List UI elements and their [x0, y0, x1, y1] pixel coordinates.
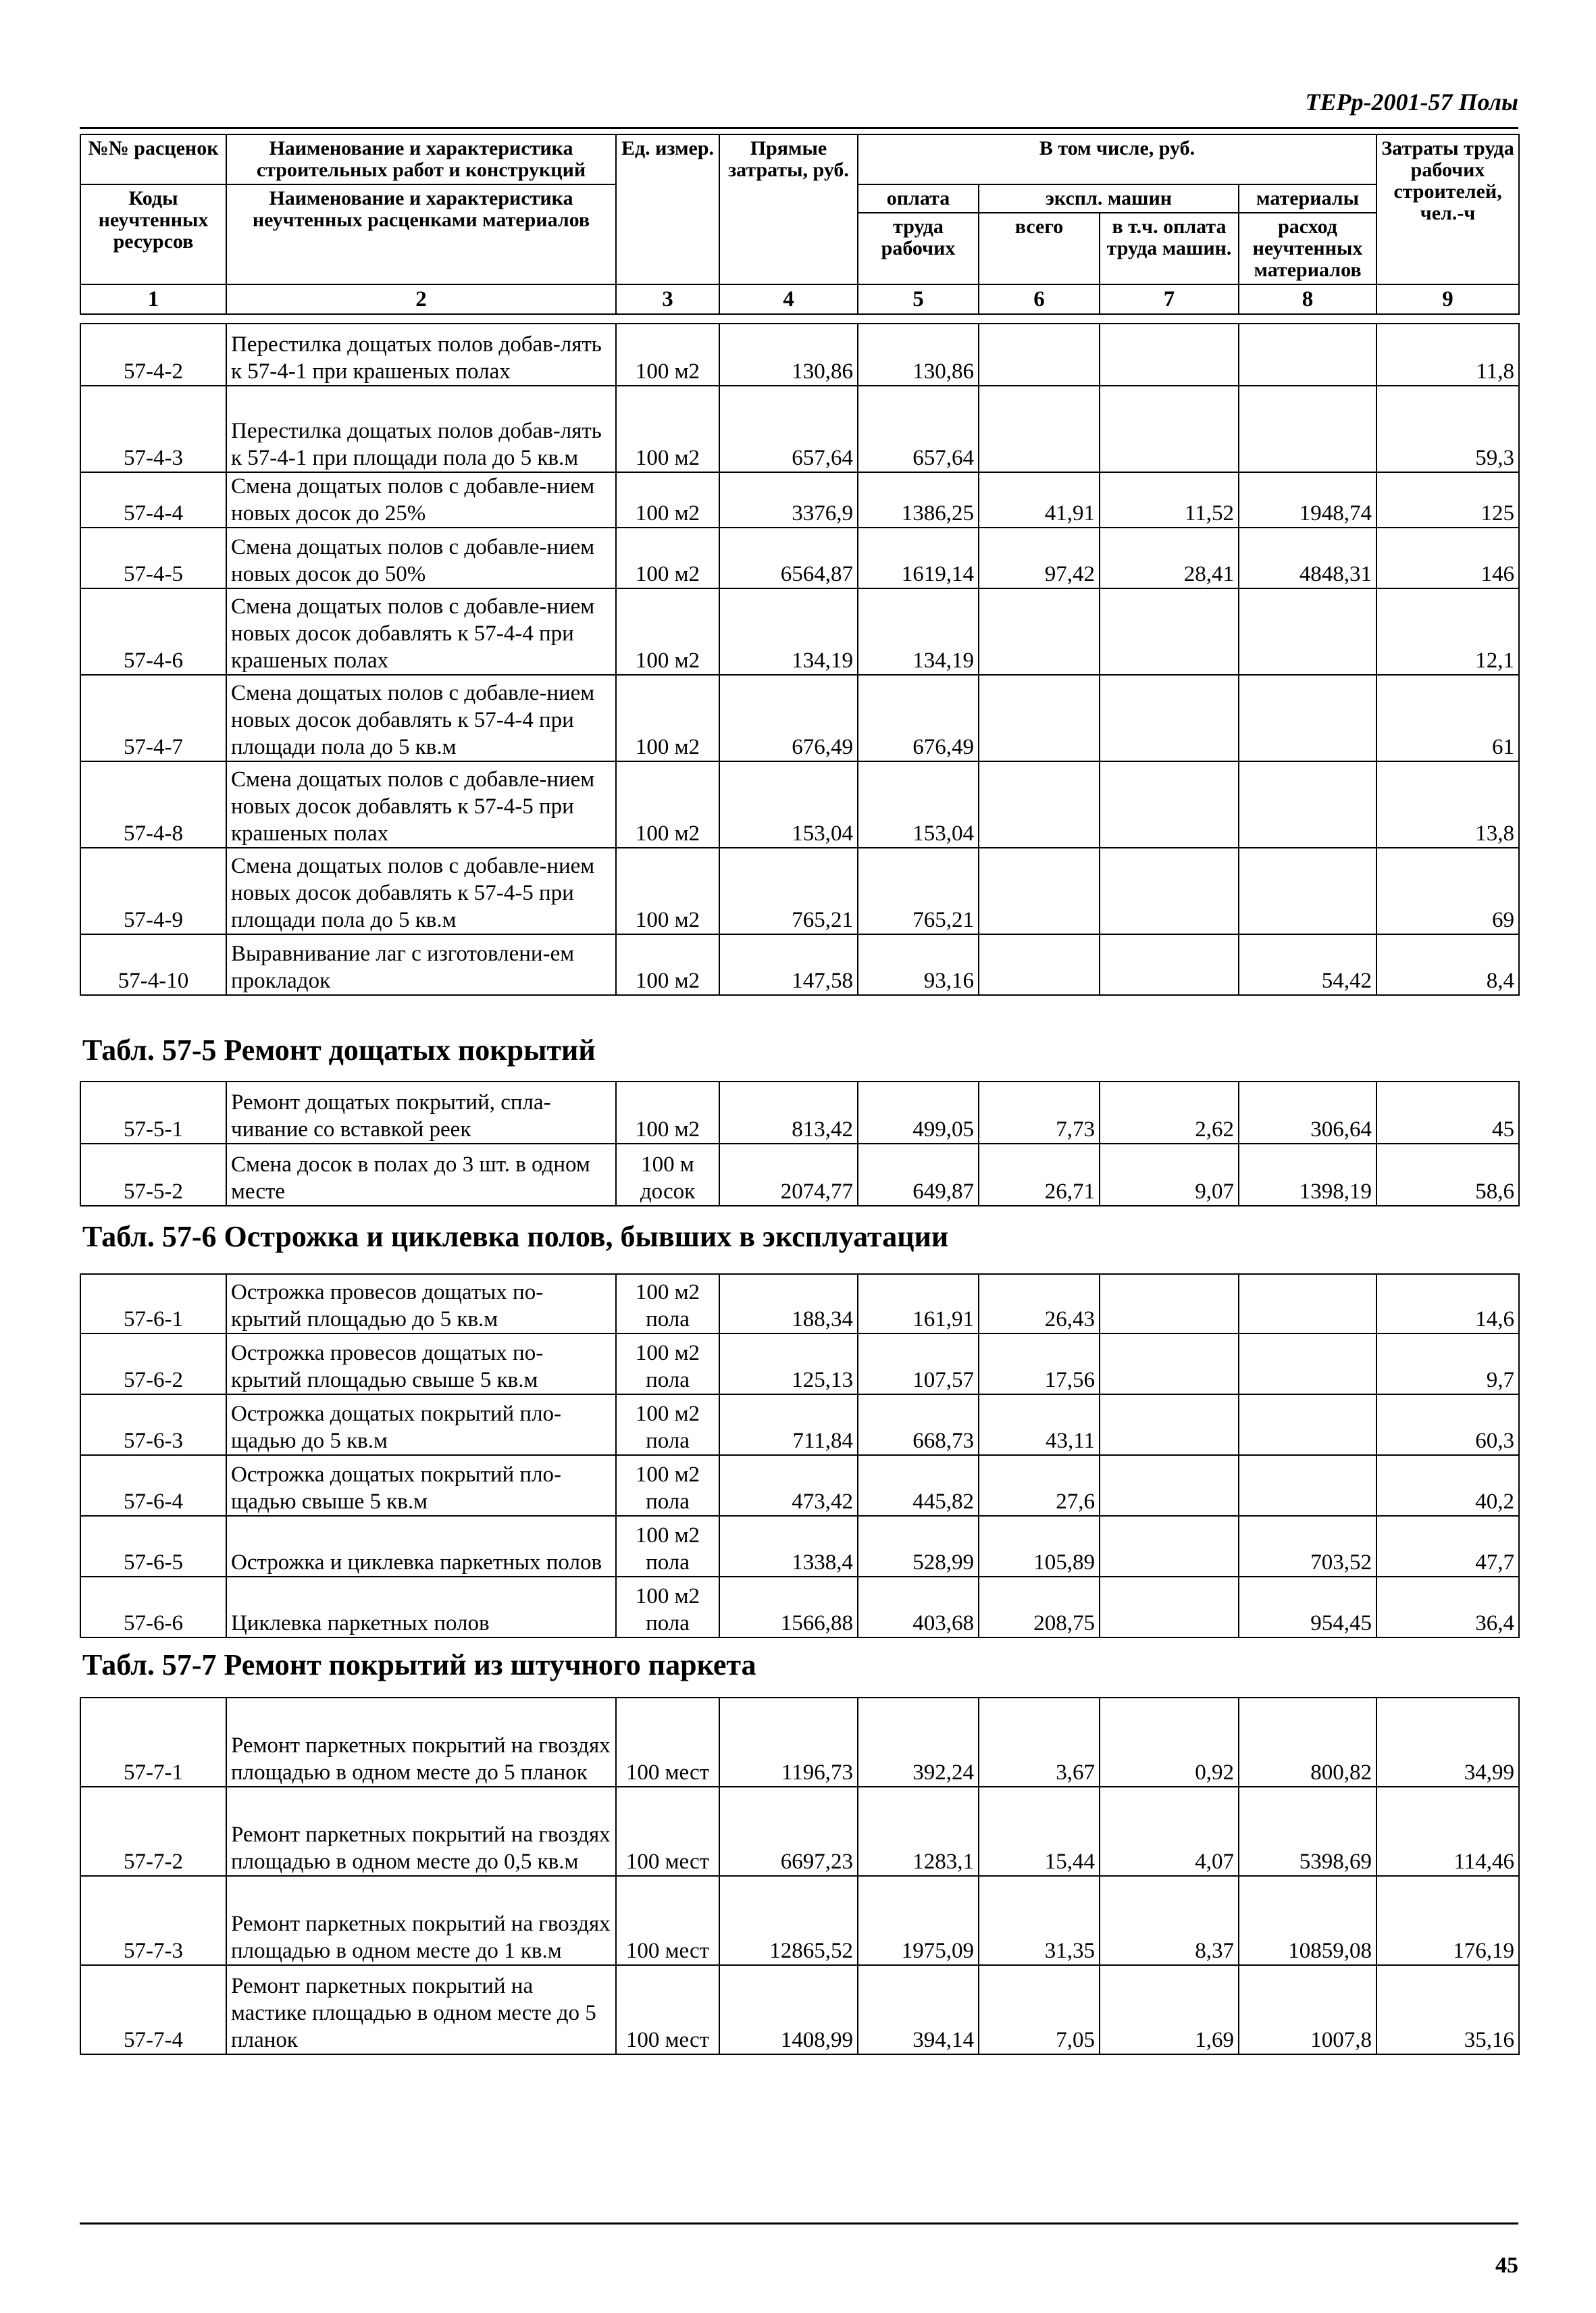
row-materials [1239, 588, 1376, 675]
row-code: 57-7-1 [80, 1698, 226, 1787]
row-machine-labor-pay [1100, 848, 1239, 934]
table-row [80, 1698, 1519, 1787]
header-col-name-bottom: Наименование и характеристика неучтенных расценками материалов [226, 184, 616, 284]
row-name: Циклевка паркетных полов [226, 1577, 616, 1637]
row-labor-pay: 528,99 [858, 1516, 979, 1577]
row-code: 57-4-3 [80, 386, 226, 472]
document-header-title: ТЕРр-2001-57 Полы [1305, 88, 1518, 116]
table-row [80, 1144, 1519, 1206]
row-machine-cost: 97,42 [979, 528, 1100, 588]
header-col-code-top: №№ расценок [80, 134, 226, 184]
row-unit: 100 м2 пола [616, 1274, 719, 1333]
row-unit: 100 м2 пола [616, 1516, 719, 1577]
row-labor-pay: 1386,25 [858, 472, 979, 528]
row-materials: 1398,19 [1239, 1144, 1376, 1206]
row-machine-cost: 31,35 [979, 1876, 1100, 1965]
row-labor-hours: 176,19 [1376, 1876, 1519, 1965]
row-direct-cost: 1408,99 [719, 1965, 858, 2054]
row-machine-labor-pay [1100, 1577, 1239, 1637]
row-machine-labor-pay [1100, 934, 1239, 995]
row-unit: 100 м2 [616, 761, 719, 848]
row-labor-pay: 765,21 [858, 848, 979, 934]
row-unit: 100 м2 [616, 588, 719, 675]
row-code: 57-4-9 [80, 848, 226, 934]
row-unit: 100 м2 пола [616, 1577, 719, 1637]
row-machine-labor-pay: 4,07 [1100, 1787, 1239, 1876]
section-title-57-6: Табл. 57-6 Острожка и циклевка полов, бывших в эксплуатации [82, 1220, 949, 1253]
row-machine-labor-pay [1100, 675, 1239, 761]
row-unit: 100 мест [616, 1876, 719, 1965]
row-name: Смена дощатых полов с добавле-нием новых досок добавлять к 57-4-5 при площади пола до 5 кв.м [226, 848, 616, 934]
row-name: Ремонт паркетных покрытий на гвоздях площадью в одном месте до 5 планок [226, 1698, 616, 1787]
section-title-57-5: Табл. 57-5 Ремонт дощатых покрытий [82, 1034, 596, 1067]
row-name: Ремонт паркетных покрытий на мастике площадью в одном месте до 5 планок [226, 1965, 616, 2054]
row-code: 57-4-5 [80, 528, 226, 588]
header-col-code-bottom: Коды неучтенных ресурсов [80, 184, 226, 284]
table-row [80, 1577, 1519, 1637]
row-direct-cost: 12865,52 [719, 1876, 858, 1965]
row-machine-cost [979, 761, 1100, 848]
row-unit: 100 мест [616, 1965, 719, 2054]
header-col-unit: Ед. измер. [616, 134, 719, 284]
row-labor-hours: 11,8 [1376, 324, 1519, 386]
row-name: Смена дощатых полов с добавле-нием новых досок до 25% [226, 472, 616, 528]
row-materials [1239, 1455, 1376, 1516]
row-direct-cost: 711,84 [719, 1394, 858, 1455]
row-labor-pay: 676,49 [858, 675, 979, 761]
row-machine-labor-pay [1100, 1516, 1239, 1577]
row-machine-labor-pay [1100, 1333, 1239, 1394]
rates-table-57-6 [80, 1273, 1520, 1638]
table-row [80, 528, 1519, 588]
row-machine-labor-pay: 0,92 [1100, 1698, 1239, 1787]
column-number: 9 [1376, 284, 1519, 314]
row-labor-hours: 61 [1376, 675, 1519, 761]
row-direct-cost: 1566,88 [719, 1577, 858, 1637]
row-labor-pay: 153,04 [858, 761, 979, 848]
row-code: 57-4-2 [80, 324, 226, 386]
row-name: Смена досок в полах до 3 шт. в одном месте [226, 1144, 616, 1206]
row-machine-cost: 26,43 [979, 1274, 1100, 1333]
row-labor-hours: 47,7 [1376, 1516, 1519, 1577]
footer-rule [80, 2222, 1518, 2225]
row-machine-labor-pay: 11,52 [1100, 472, 1239, 528]
table-row [80, 1876, 1519, 1965]
row-unit: 100 м2 [616, 386, 719, 472]
row-machine-labor-pay [1100, 386, 1239, 472]
row-name: Смена дощатых полов с добавле-нием новых досок добавлять к 57-4-5 при крашеных полах [226, 761, 616, 848]
row-machine-labor-pay: 9,07 [1100, 1144, 1239, 1206]
row-machine-cost [979, 934, 1100, 995]
row-materials: 10859,08 [1239, 1876, 1376, 1965]
header-materials-top: материалы [1239, 184, 1376, 213]
row-materials: 954,45 [1239, 1577, 1376, 1637]
row-labor-pay: 1975,09 [858, 1876, 979, 1965]
row-name: Острожка провесов дощатых по-крытий площадью до 5 кв.м [226, 1274, 616, 1333]
table-row [80, 1082, 1519, 1144]
row-name: Острожка и циклевка паркетных полов [226, 1516, 616, 1577]
table-row [80, 1787, 1519, 1876]
row-name: Острожка провесов дощатых по-крытий площадью свыше 5 кв.м [226, 1333, 616, 1394]
row-code: 57-7-4 [80, 1965, 226, 2054]
column-number: 3 [616, 284, 719, 314]
row-code: 57-6-3 [80, 1394, 226, 1455]
row-labor-hours: 125 [1376, 472, 1519, 528]
row-labor-pay: 1283,1 [858, 1787, 979, 1876]
row-materials: 4848,31 [1239, 528, 1376, 588]
row-labor-pay: 130,86 [858, 324, 979, 386]
row-direct-cost: 125,13 [719, 1333, 858, 1394]
row-materials: 5398,69 [1239, 1787, 1376, 1876]
row-machine-cost: 27,6 [979, 1455, 1100, 1516]
column-number: 5 [858, 284, 979, 314]
row-direct-cost: 2074,77 [719, 1144, 858, 1206]
row-materials: 800,82 [1239, 1698, 1376, 1787]
row-name: Ремонт дощатых покрытий, спла-чивание со вставкой реек [226, 1082, 616, 1144]
row-code: 57-4-4 [80, 472, 226, 528]
row-unit: 100 м2 пола [616, 1455, 719, 1516]
row-materials [1239, 761, 1376, 848]
row-labor-pay: 668,73 [858, 1394, 979, 1455]
row-direct-cost: 813,42 [719, 1082, 858, 1144]
row-machine-labor-pay: 8,37 [1100, 1876, 1239, 1965]
row-labor-pay: 93,16 [858, 934, 979, 995]
row-direct-cost: 3376,9 [719, 472, 858, 528]
row-code: 57-4-7 [80, 675, 226, 761]
row-machine-cost: 41,91 [979, 472, 1100, 528]
row-name: Ремонт паркетных покрытий на гвоздях площадью в одном месте до 1 кв.м [226, 1876, 616, 1965]
header-machines-top: экспл. машин [979, 184, 1239, 213]
row-materials: 703,52 [1239, 1516, 1376, 1577]
header-col-direct: Прямые затраты, руб. [719, 134, 858, 284]
row-machine-cost: 208,75 [979, 1577, 1100, 1637]
row-direct-cost: 188,34 [719, 1274, 858, 1333]
row-name: Острожка дощатых покрытий пло-щадью до 5 кв.м [226, 1394, 616, 1455]
row-code: 57-5-1 [80, 1082, 226, 1144]
header-labor-bottom: труда рабочих [858, 213, 979, 284]
row-materials [1239, 1333, 1376, 1394]
row-unit: 100 м2 [616, 472, 719, 528]
row-code: 57-7-3 [80, 1876, 226, 1965]
row-name: Ремонт паркетных покрытий на гвоздях площадью в одном месте до 0,5 кв.м [226, 1787, 616, 1876]
column-number: 7 [1100, 284, 1239, 314]
row-labor-hours: 12,1 [1376, 588, 1519, 675]
row-direct-cost: 765,21 [719, 848, 858, 934]
row-machine-cost: 7,05 [979, 1965, 1100, 2054]
table-row [80, 675, 1519, 761]
row-unit: 100 м2 [616, 1082, 719, 1144]
row-labor-pay: 394,14 [858, 1965, 979, 2054]
row-labor-hours: 8,4 [1376, 934, 1519, 995]
row-machine-labor-pay [1100, 588, 1239, 675]
row-labor-hours: 58,6 [1376, 1144, 1519, 1206]
row-labor-hours: 146 [1376, 528, 1519, 588]
row-labor-hours: 59,3 [1376, 386, 1519, 472]
table-row [80, 472, 1519, 528]
row-direct-cost: 473,42 [719, 1455, 858, 1516]
row-name: Смена дощатых полов с добавле-нием новых досок добавлять к 57-4-4 при крашеных полах [226, 588, 616, 675]
row-labor-hours: 13,8 [1376, 761, 1519, 848]
header-labor-top: оплата [858, 184, 979, 213]
row-labor-hours: 45 [1376, 1082, 1519, 1144]
row-unit: 100 м2 [616, 675, 719, 761]
rates-table-57-4 [80, 323, 1520, 996]
rates-table-57-7 [80, 1697, 1520, 2055]
row-code: 57-6-4 [80, 1455, 226, 1516]
table-row [80, 588, 1519, 675]
row-labor-pay: 403,68 [858, 1577, 979, 1637]
header-rule [80, 127, 1518, 129]
column-number: 2 [226, 284, 616, 314]
row-labor-pay: 445,82 [858, 1455, 979, 1516]
row-materials [1239, 1274, 1376, 1333]
header-materials-bottom: расход неучтенных материалов [1239, 213, 1376, 284]
row-direct-cost: 1196,73 [719, 1698, 858, 1787]
table-row [80, 934, 1519, 995]
row-labor-hours: 35,16 [1376, 1965, 1519, 2054]
table-row [80, 848, 1519, 934]
row-machine-cost [979, 848, 1100, 934]
row-direct-cost: 657,64 [719, 386, 858, 472]
row-machine-labor-pay: 28,41 [1100, 528, 1239, 588]
row-machine-cost [979, 386, 1100, 472]
row-name: Выравнивание лаг с изготовлени-ем прокладок [226, 934, 616, 995]
row-code: 57-4-8 [80, 761, 226, 848]
row-code: 57-6-6 [80, 1577, 226, 1637]
row-labor-hours: 40,2 [1376, 1455, 1519, 1516]
header-machines-pay: в т.ч. оплата труда машин. [1100, 213, 1239, 284]
row-code: 57-6-2 [80, 1333, 226, 1394]
table-row [80, 1516, 1519, 1577]
row-labor-pay: 392,24 [858, 1698, 979, 1787]
row-name: Смена дощатых полов с добавле-нием новых досок до 50% [226, 528, 616, 588]
row-unit: 100 мест [616, 1698, 719, 1787]
header-machines-total: всего [979, 213, 1100, 284]
row-machine-cost [979, 588, 1100, 675]
row-machine-cost: 15,44 [979, 1787, 1100, 1876]
row-code: 57-6-5 [80, 1516, 226, 1577]
row-materials: 1007,8 [1239, 1965, 1376, 2054]
row-machine-labor-pay [1100, 761, 1239, 848]
row-unit: 100 м2 пола [616, 1394, 719, 1455]
row-unit: 100 м досок [616, 1144, 719, 1206]
row-labor-hours: 14,6 [1376, 1274, 1519, 1333]
row-code: 57-7-2 [80, 1787, 226, 1876]
column-number: 8 [1239, 284, 1376, 314]
row-machine-labor-pay [1100, 324, 1239, 386]
table-row [80, 386, 1519, 472]
table-row [80, 1274, 1519, 1333]
row-machine-labor-pay [1100, 1274, 1239, 1333]
row-labor-pay: 649,87 [858, 1144, 979, 1206]
row-labor-hours: 114,46 [1376, 1787, 1519, 1876]
row-machine-labor-pay [1100, 1394, 1239, 1455]
row-materials [1239, 1394, 1376, 1455]
row-unit: 100 мест [616, 1787, 719, 1876]
row-labor-hours: 60,3 [1376, 1394, 1519, 1455]
row-unit: 100 м2 [616, 848, 719, 934]
row-labor-hours: 69 [1376, 848, 1519, 934]
table-row [80, 324, 1519, 386]
row-labor-pay: 161,91 [858, 1274, 979, 1333]
header-col-name-top: Наименование и характеристика строительных работ и конструкций [226, 134, 616, 184]
row-machine-labor-pay: 2,62 [1100, 1082, 1239, 1144]
page-number: 45 [1495, 2253, 1518, 2278]
row-name: Перестилка дощатых полов добав-лять к 57-4-1 при площади пола до 5 кв.м [226, 386, 616, 472]
row-machine-labor-pay [1100, 1455, 1239, 1516]
table-row [80, 1333, 1519, 1394]
row-name: Острожка дощатых покрытий пло-щадью свыше 5 кв.м [226, 1455, 616, 1516]
row-direct-cost: 134,19 [719, 588, 858, 675]
row-machine-cost [979, 675, 1100, 761]
row-direct-cost: 153,04 [719, 761, 858, 848]
row-labor-hours: 36,4 [1376, 1577, 1519, 1637]
row-labor-pay: 657,64 [858, 386, 979, 472]
column-header-table [80, 134, 1520, 315]
row-direct-cost: 1338,4 [719, 1516, 858, 1577]
row-machine-cost: 17,56 [979, 1333, 1100, 1394]
table-row [80, 1455, 1519, 1516]
row-code: 57-4-6 [80, 588, 226, 675]
row-direct-cost: 676,49 [719, 675, 858, 761]
row-unit: 100 м2 пола [616, 1333, 719, 1394]
row-unit: 100 м2 [616, 324, 719, 386]
row-code: 57-5-2 [80, 1144, 226, 1206]
row-unit: 100 м2 [616, 528, 719, 588]
row-machine-labor-pay: 1,69 [1100, 1965, 1239, 2054]
row-name: Смена дощатых полов с добавле-нием новых досок добавлять к 57-4-4 при площади пола до 5 кв.м [226, 675, 616, 761]
row-machine-cost: 105,89 [979, 1516, 1100, 1577]
row-machine-cost: 3,67 [979, 1698, 1100, 1787]
row-machine-cost [979, 324, 1100, 386]
row-materials: 54,42 [1239, 934, 1376, 995]
row-name: Перестилка дощатых полов добав-лять к 57-4-1 при крашеных полах [226, 324, 616, 386]
row-code: 57-6-1 [80, 1274, 226, 1333]
section-title-57-7: Табл. 57-7 Ремонт покрытий из штучного паркета [82, 1648, 756, 1681]
row-machine-cost: 7,73 [979, 1082, 1100, 1144]
row-materials [1239, 848, 1376, 934]
table-row [80, 761, 1519, 848]
row-machine-cost: 43,11 [979, 1394, 1100, 1455]
row-labor-pay: 499,05 [858, 1082, 979, 1144]
header-col-labor-hours: Затраты труда рабочих строителей, чел.-ч [1376, 134, 1519, 284]
row-direct-cost: 130,86 [719, 324, 858, 386]
row-labor-pay: 107,57 [858, 1333, 979, 1394]
row-labor-hours: 9,7 [1376, 1333, 1519, 1394]
row-code: 57-4-10 [80, 934, 226, 995]
row-direct-cost: 6697,23 [719, 1787, 858, 1876]
row-materials [1239, 324, 1376, 386]
row-materials: 306,64 [1239, 1082, 1376, 1144]
table-row [80, 1965, 1519, 2054]
row-materials [1239, 675, 1376, 761]
row-materials [1239, 386, 1376, 472]
row-machine-cost: 26,71 [979, 1144, 1100, 1206]
column-number: 1 [80, 284, 226, 314]
row-labor-hours: 34,99 [1376, 1698, 1519, 1787]
row-unit: 100 м2 [616, 934, 719, 995]
row-labor-pay: 1619,14 [858, 528, 979, 588]
rates-table-57-5 [80, 1081, 1520, 1206]
column-number: 4 [719, 284, 858, 314]
row-materials: 1948,74 [1239, 472, 1376, 528]
table-row [80, 1394, 1519, 1455]
row-direct-cost: 147,58 [719, 934, 858, 995]
row-direct-cost: 6564,87 [719, 528, 858, 588]
row-labor-pay: 134,19 [858, 588, 979, 675]
column-number: 6 [979, 284, 1100, 314]
header-group-including: В том числе, руб. [858, 134, 1376, 184]
